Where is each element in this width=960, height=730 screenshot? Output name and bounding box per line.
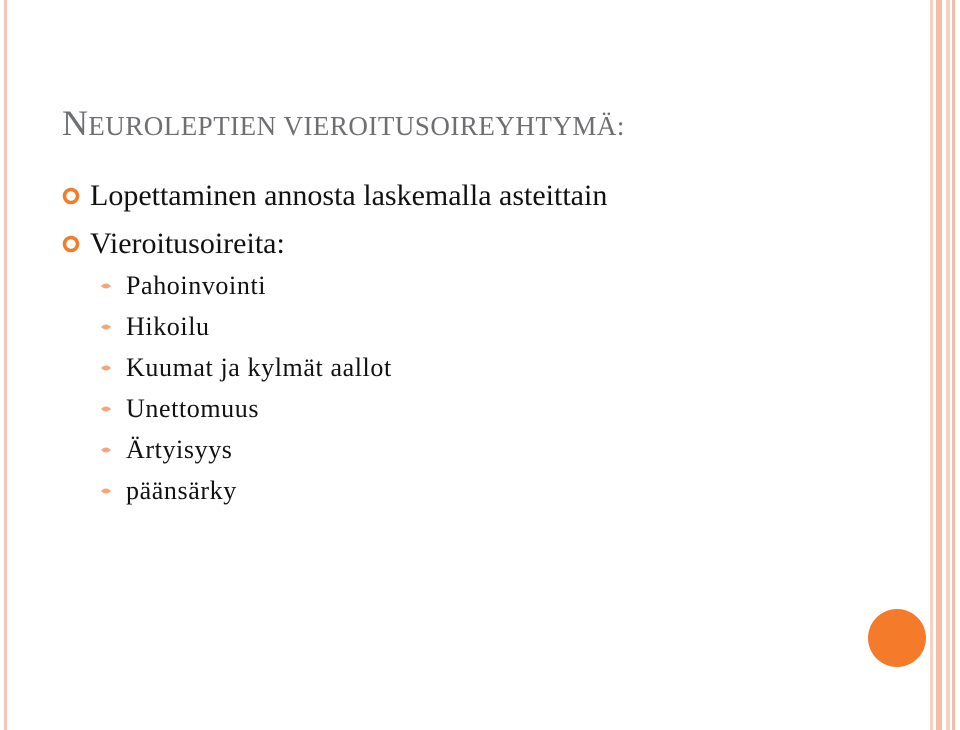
slide-title <box>62 103 625 146</box>
right-decor-bar <box>946 0 950 730</box>
leaf-bullet-icon <box>100 362 112 374</box>
bullet-text: Vieroitusoireita: <box>90 227 285 260</box>
right-decor-bar <box>936 0 942 730</box>
bullet-item-level2 <box>100 268 266 304</box>
right-decor-bar <box>952 0 955 730</box>
bullet-item-level2 <box>100 432 233 468</box>
sub-bullet-text: Hikoilu <box>126 312 210 341</box>
sub-bullet-text: Unettomuus <box>126 394 260 423</box>
orange-circle-decoration <box>868 609 926 667</box>
leaf-bullet-icon <box>100 485 112 497</box>
sub-bullet-text: Pahoinvointi <box>126 271 267 300</box>
ring-bullet-icon <box>62 187 80 205</box>
bullet-item-level2 <box>100 309 210 345</box>
sub-bullet-text: Kuumat ja kylmät aallot <box>126 353 392 382</box>
bullet-item-level2 <box>100 391 259 427</box>
leaf-bullet-icon <box>100 321 112 333</box>
bullet-item-level2 <box>100 350 392 386</box>
leaf-bullet-icon <box>100 444 112 456</box>
bullet-item-level2 <box>100 473 237 509</box>
right-decor-bar <box>930 0 933 730</box>
sub-bullet-text: Ärtyisyys <box>126 435 233 464</box>
bullet-item-level1 <box>62 224 285 264</box>
slide-title-rest: EUROLEPTIEN VIEROITUSOIREYHTYMÄ: <box>88 111 625 141</box>
bullet-text: Lopettaminen annosta laskemalla asteittain <box>90 179 608 212</box>
ring-bullet-icon <box>62 235 80 253</box>
leaf-bullet-icon <box>100 403 112 415</box>
slide-title-initial: N <box>62 103 89 143</box>
leaf-bullet-icon <box>100 280 112 292</box>
left-edge-stripe <box>4 0 7 730</box>
sub-bullet-text: päänsärky <box>126 476 237 505</box>
bullet-item-level1 <box>62 176 607 216</box>
